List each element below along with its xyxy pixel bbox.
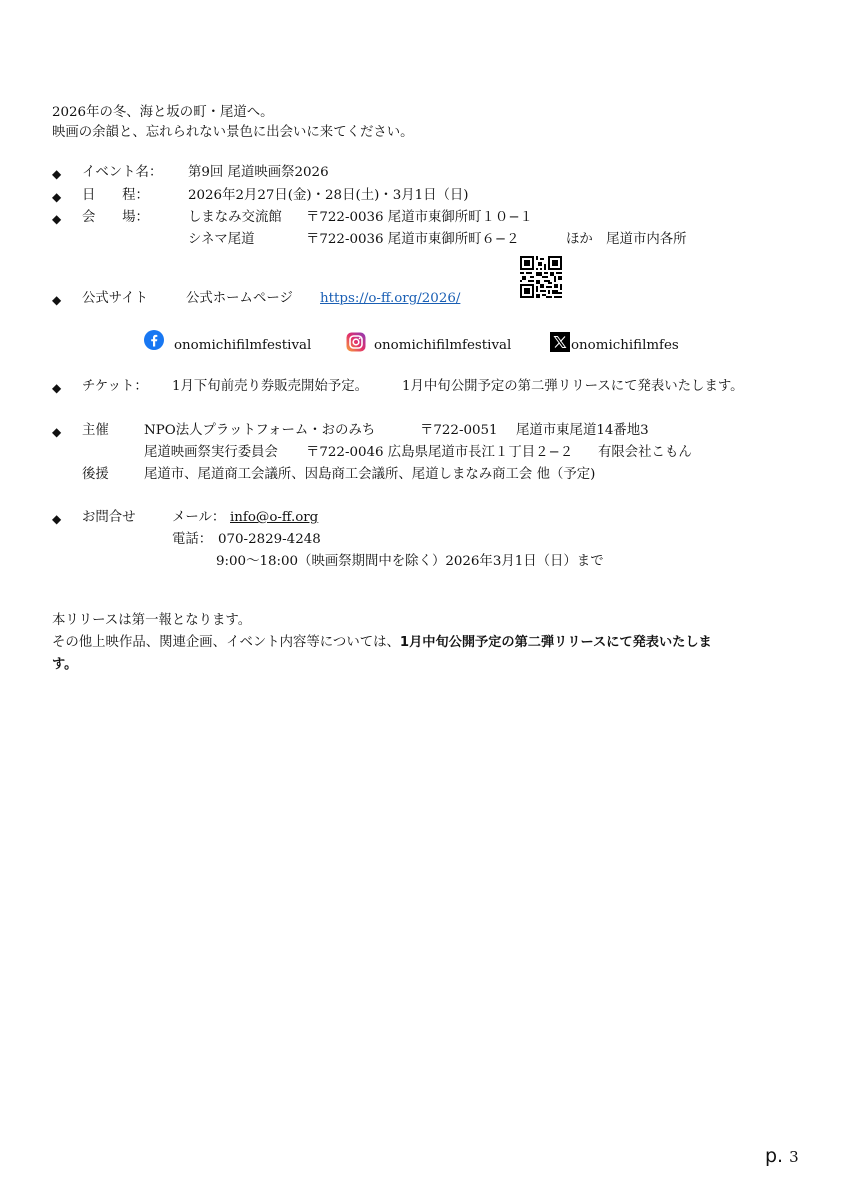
intro-line-1: 2026年の冬、海と坂の町・尾道へ。 [52, 105, 274, 120]
organizer-2-name: 尾道映画祭実行委員会 [144, 445, 278, 460]
outro-line-3: す。 [52, 657, 78, 672]
organizer-2-address: 〒722-0046 広島県尾道市長江１丁目２−２ [306, 445, 574, 460]
outro-line-2-normal: その他上映作品、関連企画、イベント内容等については、 [52, 635, 400, 650]
bullet-diamond: ◆ [52, 212, 62, 226]
official-site-link[interactable]: https://o-ff.org/2026/ [320, 291, 461, 306]
facebook-icon[interactable] [144, 330, 164, 350]
venue-label: 会 場： [82, 210, 149, 225]
contact-label: お問合せ [82, 510, 136, 525]
outro-line-2-bold: 1月中旬公開予定の第二弾リリースにて発表いたしま [399, 635, 712, 650]
support-label: 後援 [82, 467, 109, 482]
organizer-label: 主催 [82, 423, 109, 438]
site-sub-label: 公式ホームページ [186, 291, 293, 306]
page-number [765, 1145, 799, 1168]
x-handle[interactable]: onomichifilmfes [571, 338, 679, 353]
outro-line-2 [52, 634, 712, 652]
ticket-label: チケット： [82, 379, 148, 394]
organizer-1-zip: 〒722-0051 [420, 423, 498, 438]
bullet-diamond: ◆ [52, 512, 62, 526]
venue-other: ほか 尾道市内各所 [566, 232, 687, 247]
organizer-2-company: 有限会社こもん [598, 445, 692, 460]
date-label: 日 程： [82, 188, 149, 203]
bullet-diamond: ◆ [52, 293, 62, 307]
site-label: 公式サイト [82, 291, 149, 306]
organizer-1-address: 尾道市東尾道14番地3 [516, 423, 649, 438]
event-label: イベント名： [82, 165, 163, 180]
facebook-handle[interactable]: onomichifilmfestival [174, 338, 312, 353]
ticket-value-1: 1月下旬前売り券販売開始予定。 [172, 379, 368, 394]
contact-email-link[interactable]: info@o-ff.org [230, 510, 319, 525]
bullet-diamond: ◆ [52, 190, 62, 204]
intro-line-2: 映画の余韻と、忘れられない景色に出会いに来てください。 [52, 125, 414, 140]
venue-2-address: 〒722-0036 尾道市東御所町６−２ [306, 232, 520, 247]
support-value: 尾道市、尾道商工会議所、因島商工会議所、尾道しまなみ商工会 他（予定) [144, 467, 596, 482]
instagram-handle[interactable]: onomichifilmfestival [374, 338, 512, 353]
bullet-diamond: ◆ [52, 425, 62, 439]
mail-label: メール： [172, 510, 226, 525]
tel-label: 電話： [172, 532, 213, 547]
page-number-value: 3 [789, 1148, 799, 1166]
venue-2-name: シネマ尾道 [188, 232, 255, 247]
page-number-prefix: p. [765, 1145, 784, 1167]
bullet-diamond: ◆ [52, 381, 62, 395]
event-value: 第9回 尾道映画祭2026 [188, 165, 329, 180]
bullet-diamond: ◆ [52, 167, 62, 181]
organizer-1-name: NPO法人プラットフォーム・おのみち [144, 423, 376, 438]
tel-value: 070-2829-4248 [218, 532, 321, 547]
venue-1-name: しまなみ交流館 [188, 210, 282, 225]
venue-1-address: 〒722-0036 尾道市東御所町１０−１ [306, 210, 533, 225]
instagram-icon[interactable] [346, 332, 366, 352]
ticket-value-2: 1月中旬公開予定の第二弾リリースにて発表いたします。 [402, 379, 744, 394]
date-value: 2026年2月27日(金)・28日(土)・3月1日（日) [188, 188, 469, 203]
contact-hours: 9:00〜18:00（映画祭期間中を除く）2026年3月1日（日）まで [216, 554, 604, 569]
outro-line-1: 本リリースは第一報となります。 [52, 613, 252, 628]
x-icon[interactable] [550, 332, 570, 352]
qr-code-icon[interactable] [520, 256, 562, 298]
